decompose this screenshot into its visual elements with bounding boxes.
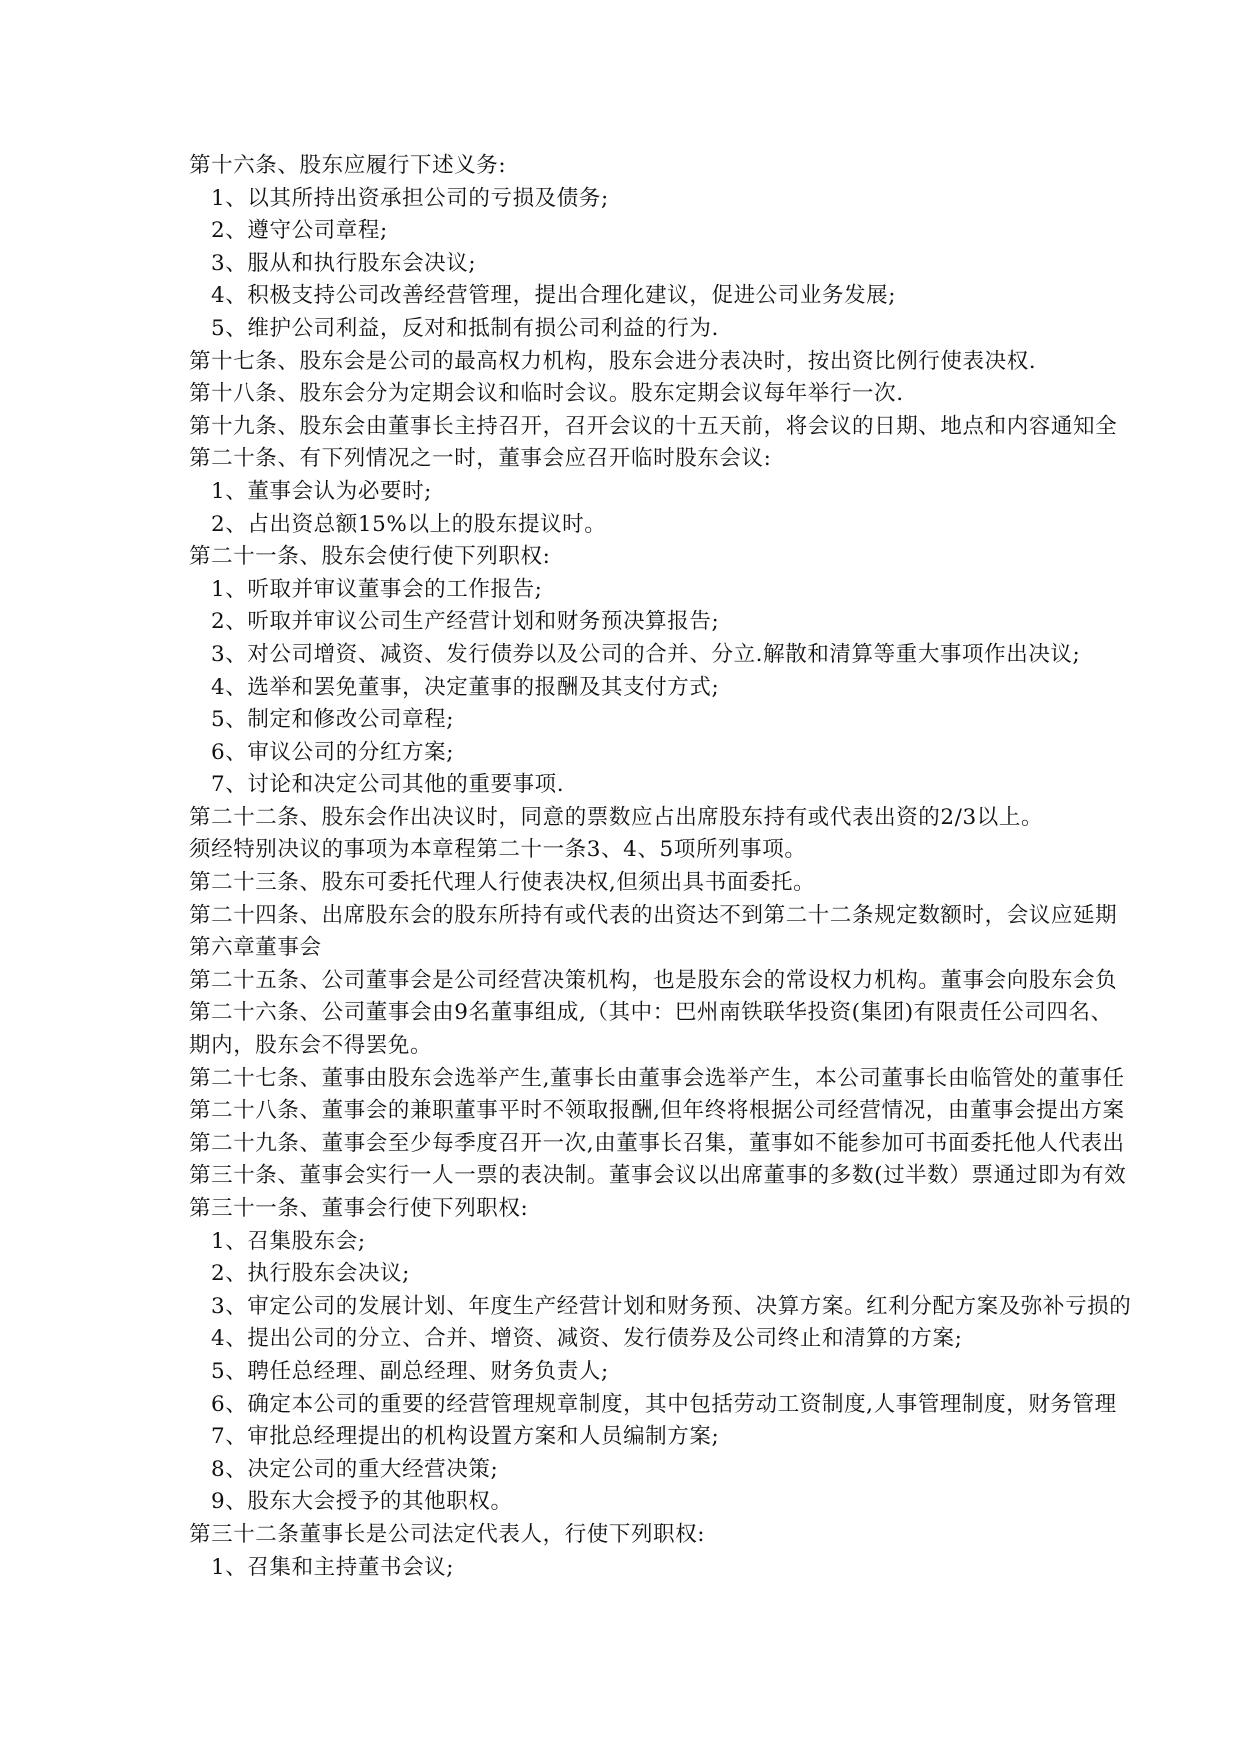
list-item: 5、制定和修改公司章程; [211,707,455,733]
list-item: 7、讨论和决定公司其他的重要事项. [211,772,565,798]
list-item: 1、董事会认为必要时; [211,478,433,504]
article-line: 第十八条、股东会分为定期会议和临时会议。股东定期会议每年举行一次. [189,381,904,407]
article-line: 第二十六条、公司董事会由9名董事组成,（其中：巴州南铁联华投资(集团)有限责任公司四名、 [189,1000,1113,1026]
list-item: 4、积极支持公司改善经营管理，提出合理化建议，促进公司业务发展; [211,283,897,309]
list-item: 3、对公司增资、减资、发行债券以及公司的合并、分立.解散和清算等重大事项作出决议; [211,641,1081,667]
list-item: 2、执行股东会决议; [211,1261,410,1287]
article-line: 第二十三条、股东可委托代理人行使表决权,但须出具书面委托。 [189,870,816,896]
list-item: 2、听取并审议公司生产经营计划和财务预决算报告; [211,609,720,635]
article-line: 须经特别决议的事项为本章程第二十一条3、4、5项所列事项。 [189,837,807,863]
article-line: 第二十八条、董事会的兼职董事平时不领取报酬,但年终将根据公司经营情况，由董事会提出方案 [189,1098,1125,1124]
list-item: 8、决定公司的重大经营决策; [211,1456,499,1482]
list-item: 1、召集股东会; [211,1228,366,1254]
article-line: 第十九条、股东会由董事长主持召开，召开会议的十五天前，将会议的日期、地点和内容通知全 [189,413,1118,439]
article-line: 第二十条、有下列情况之一时，董事会应召开临时股东会议: [189,446,772,472]
list-item: 1、召集和主持董书会议; [211,1554,455,1580]
list-item: 6、确定本公司的重要的经营管理规章制度，其中包括劳动工资制度,人事管理制度，财务管理 [211,1391,1117,1417]
article-line: 第十六条、股东应履行下述义务: [189,153,507,178]
list-item: 4、选举和罢免董事，决定董事的报酬及其支付方式; [211,674,720,700]
list-item: 2、占出资总额15%以上的股东提议时。 [211,511,607,537]
list-item: 5、维护公司利益，反对和抵制有损公司利益的行为. [211,315,719,341]
list-item: 1、听取并审议董事会的工作报告; [211,576,543,602]
list-item: 5、聘任总经理、副总经理、财务负责人; [211,1358,609,1384]
document-body [189,150,1241,1584]
list-item: 3、服从和执行股东会决议; [211,250,477,276]
article-line: 第三十一条、董事会行使下列职权: [189,1196,529,1221]
article-line: 第二十五条、公司董事会是公司经营决策机构，也是股东会的常设权力机构。董事会向股东会负 [189,967,1118,993]
article-line: 第三十条、董事会实行一人一票的表决制。董事会议以出席董事的多数(过半数）票通过即为有效 [189,1163,1127,1189]
article-line: 期内，股东会不得罢免。 [189,1033,433,1059]
article-line: 第二十二条、股东会作出决议时，同意的票数应占出席股东持有或代表出资的2/3以上。 [189,804,1044,830]
list-item: 1、以其所持出资承担公司的亏损及债务; [211,185,609,211]
list-item: 4、提出公司的分立、合并、增资、减资、发行债券及公司终止和清算的方案; [211,1326,963,1352]
list-item: 2、遵守公司章程; [211,218,388,244]
article-line: 第三十二条董事长是公司法定代表人，行使下列职权: [189,1521,706,1547]
list-item: 9、股东大会授予的其他职权。 [211,1489,513,1515]
article-line: 第十七条、股东会是公司的最高权力机构，股东会进分表决时，按出资比例行使表决权. [189,348,1037,374]
list-item: 7、审批总经理提出的机构设置方案和人员编制方案; [211,1424,720,1450]
list-item: 6、审议公司的分红方案; [211,739,455,765]
article-line: 第二十九条、董事会至少每季度召开一次,由董事长召集，董事如不能参加可书面委托他人代表出 [189,1130,1125,1156]
list-item: 3、审定公司的发展计划、年度生产经营计划和财务预、决算方案。红利分配方案及弥补亏损的 [211,1293,1132,1319]
article-line: 第二十四条、出席股东会的股东所持有或代表的出资达不到第二十二条规定数额时，会议应延期 [189,902,1118,928]
article-line: 第六章董事会 [189,935,322,961]
article-line: 第二十七条、董事由股东会选举产生,董事长由董事会选举产生，本公司董事长由临管处的董事任 [189,1065,1125,1091]
article-line: 第二十一条、股东会使行使下列职权: [189,544,551,570]
